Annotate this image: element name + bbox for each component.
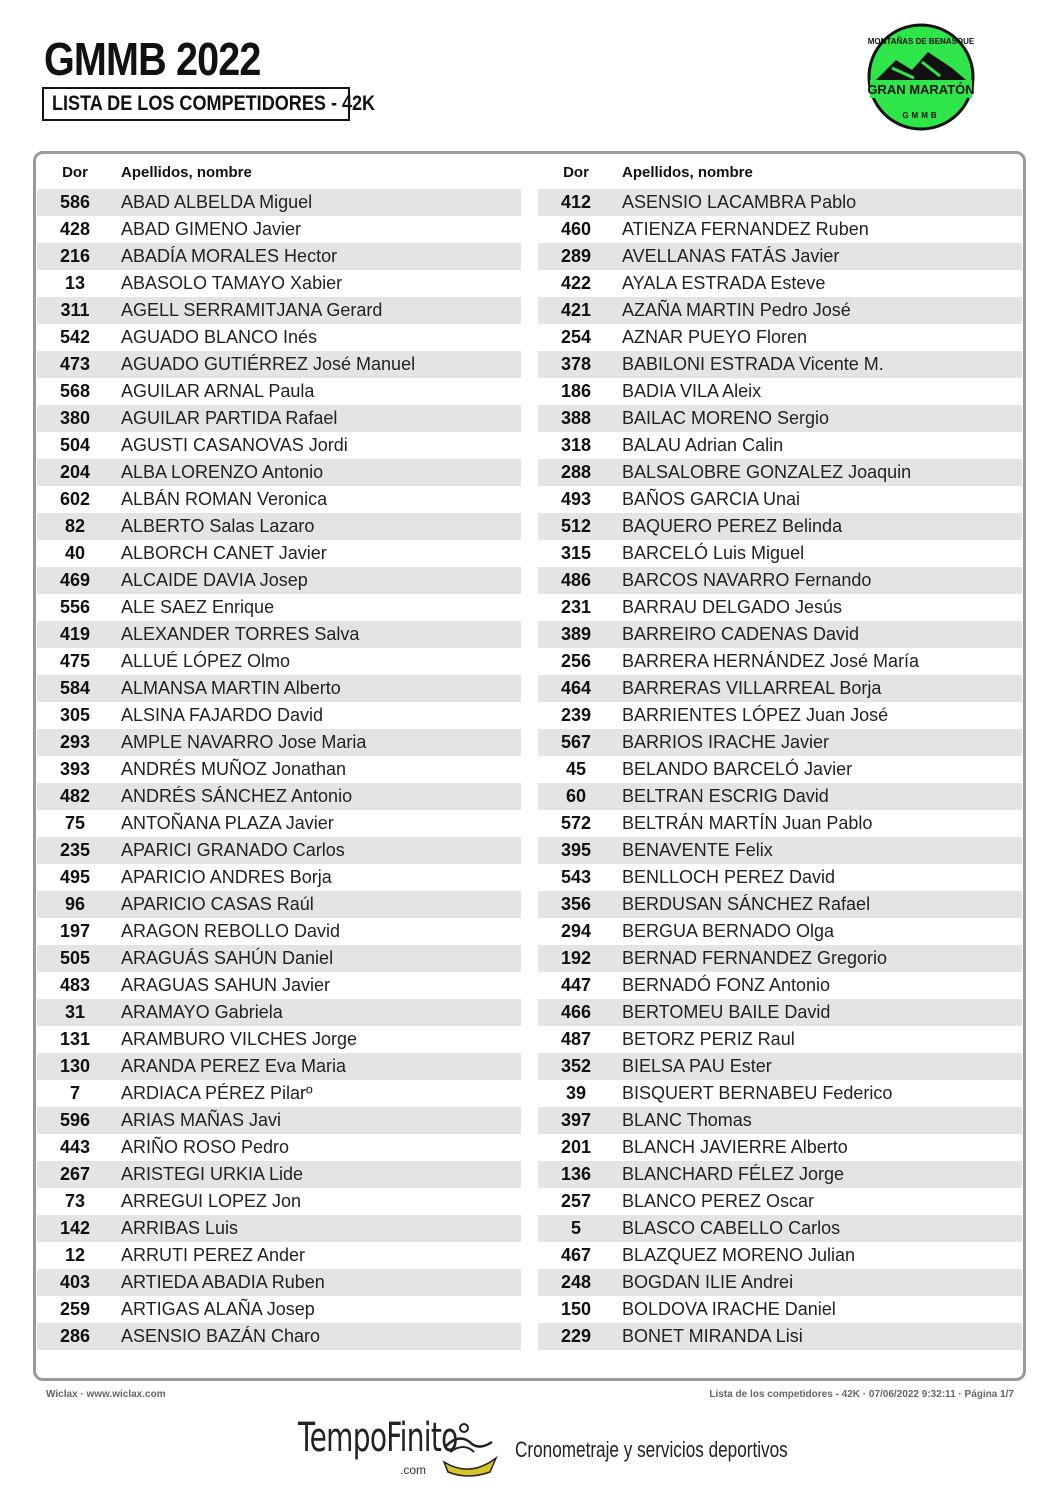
competitor-name: AGUILAR PARTIDA Rafael xyxy=(121,408,338,428)
bib-number: 201 xyxy=(560,1137,592,1157)
bib-number: 568 xyxy=(59,381,91,401)
competitor-name: ALSINA FAJARDO David xyxy=(121,705,324,725)
competitor-row xyxy=(538,1107,1022,1134)
competitor-name: BERTOMEU BAILE David xyxy=(622,1002,831,1022)
bib-number: 487 xyxy=(560,1029,592,1049)
bib-number: 403 xyxy=(59,1272,91,1292)
competitor-row xyxy=(538,999,1022,1026)
bib-number: 482 xyxy=(59,786,91,806)
competitor-name: BABILONI ESTRADA Vicente M. xyxy=(622,354,884,374)
competitor-row xyxy=(538,1161,1022,1188)
competitor-name: ABADÍA MORALES Hector xyxy=(121,246,338,266)
competitor-name: BARCELÓ Luis Miguel xyxy=(622,543,805,563)
competitor-name: ASENSIO BAZÁN Charo xyxy=(121,1326,321,1346)
bib-number: 602 xyxy=(59,489,91,509)
competitor-row xyxy=(538,864,1022,891)
competitor-name: ANTOÑANA PLAZA Javier xyxy=(121,813,334,833)
competitor-row xyxy=(538,945,1022,972)
competitor-row xyxy=(538,1269,1022,1296)
competitor-row xyxy=(37,999,521,1026)
competitor-name: ANDRÉS SÁNCHEZ Antonio xyxy=(121,786,353,806)
competitor-name: BLASCO CABELLO Carlos xyxy=(622,1218,841,1238)
competitor-row xyxy=(538,270,1022,297)
column-header xyxy=(538,156,1022,189)
bib-number: 60 xyxy=(565,786,587,806)
competitor-name: ANDRÉS MUÑOZ Jonathan xyxy=(121,759,347,779)
competitor-row xyxy=(37,810,521,837)
competitor-row xyxy=(37,189,521,216)
competitor-row xyxy=(37,864,521,891)
competitor-row xyxy=(37,1053,521,1080)
bib-number: 412 xyxy=(560,192,592,212)
bib-number: 505 xyxy=(59,948,91,968)
bib-number: 5 xyxy=(570,1218,581,1238)
tempofinito-wordmark: TempoFinito xyxy=(298,1415,458,1461)
competitor-row xyxy=(538,837,1022,864)
competitor-rows-right xyxy=(538,189,1022,1350)
competitor-row xyxy=(538,540,1022,567)
dor-header: Dor xyxy=(62,164,88,181)
competitor-row xyxy=(538,1080,1022,1107)
competitor-name: BARREIRO CADENAS David xyxy=(622,624,860,644)
competitor-row xyxy=(37,918,521,945)
competitor-row xyxy=(37,972,521,999)
bib-number: 204 xyxy=(59,462,91,482)
competitor-name: BERNAD FERNANDEZ Gregorio xyxy=(622,948,888,968)
competitor-name: BELANDO BARCELÓ Javier xyxy=(622,759,853,779)
competitor-name: AGUILAR ARNAL Paula xyxy=(121,381,315,401)
bib-number: 584 xyxy=(59,678,91,698)
bib-number: 31 xyxy=(64,1002,86,1022)
bib-number: 493 xyxy=(560,489,592,509)
competitor-name: ALBÁN ROMAN Veronica xyxy=(121,489,328,509)
bib-number: 397 xyxy=(560,1110,592,1130)
competitor-name: BARRERA HERNÁNDEZ José María xyxy=(622,651,920,671)
bib-number: 186 xyxy=(560,381,592,401)
competitor-name: ALBA LORENZO Antonio xyxy=(121,462,324,482)
competitor-row xyxy=(538,918,1022,945)
competitor-name: BERGUA BERNADO Olga xyxy=(622,921,835,941)
bib-number: 130 xyxy=(59,1056,91,1076)
competitor-name: ALEXANDER TORRES Salva xyxy=(121,624,360,644)
competitor-name: BLANCH JAVIERRE Alberto xyxy=(622,1137,848,1157)
sponsor-tagline: Cronometraje y servicios deportivos xyxy=(515,1437,788,1462)
competitor-name: ABASOLO TAMAYO Xabier xyxy=(121,273,343,293)
competitor-name: ASENSIO LACAMBRA Pablo xyxy=(622,192,857,212)
competitor-name: ALMANSA MARTIN Alberto xyxy=(121,678,341,698)
tempofinito-domain: .com xyxy=(400,1463,427,1477)
competitor-row xyxy=(538,405,1022,432)
bib-number: 556 xyxy=(59,597,91,617)
bib-number: 447 xyxy=(560,975,592,995)
competitor-row xyxy=(538,1242,1022,1269)
bib-number: 239 xyxy=(560,705,592,725)
competitor-row xyxy=(538,621,1022,648)
competitor-name: BONET MIRANDA Lisi xyxy=(622,1326,803,1346)
competitor-row xyxy=(538,432,1022,459)
competitor-name: BISQUERT BERNABEU Federico xyxy=(622,1083,893,1103)
competitor-name: BLANCHARD FÉLEZ Jorge xyxy=(622,1164,845,1184)
logo-bottom-text: GMMB xyxy=(902,111,940,120)
competitor-row xyxy=(538,972,1022,999)
competitor-row xyxy=(37,243,521,270)
bib-number: 267 xyxy=(59,1164,91,1184)
logo-main-text: GRAN MARATÓN xyxy=(867,82,975,97)
competitor-row xyxy=(37,1080,521,1107)
competitor-row xyxy=(37,621,521,648)
bib-number: 289 xyxy=(560,246,592,266)
bib-number: 512 xyxy=(560,516,592,536)
competitor-name: BAILAC MORENO Sergio xyxy=(622,408,830,428)
competitor-row xyxy=(538,675,1022,702)
bib-number: 388 xyxy=(560,408,592,428)
competitor-row xyxy=(37,1107,521,1134)
footer-credit: Wiclax · www.wiclax.com xyxy=(46,1389,166,1400)
competitor-name: BAÑOS GARCIA Unai xyxy=(622,489,801,509)
stopwatch-mountain-icon xyxy=(440,1418,500,1480)
competitor-name: ALLUÉ LÓPEZ Olmo xyxy=(121,651,291,671)
bib-number: 378 xyxy=(560,354,592,374)
competitor-name: BELTRÁN MARTÍN Juan Pablo xyxy=(622,813,873,833)
bib-number: 40 xyxy=(64,543,86,563)
competitor-row xyxy=(37,1026,521,1053)
footer-page-info: Lista de los competidores - 42K · 07/06/2022 9:32:11 · Página 1/7 xyxy=(709,1389,1014,1400)
competitor-row xyxy=(37,1161,521,1188)
page-title: GMMB 2022 xyxy=(44,33,261,85)
bib-number: 256 xyxy=(560,651,592,671)
bib-number: 318 xyxy=(560,435,592,455)
logo-top-text: MONTAÑAS DE BENASQUE xyxy=(867,37,975,46)
competitor-row xyxy=(37,729,521,756)
bib-number: 235 xyxy=(59,840,91,860)
competitor-row xyxy=(37,837,521,864)
bib-number: 131 xyxy=(59,1029,91,1049)
competitor-row xyxy=(538,648,1022,675)
competitor-name: BENLLOCH PEREZ David xyxy=(622,867,836,887)
bib-number: 216 xyxy=(59,246,91,266)
competitor-row xyxy=(538,1134,1022,1161)
competitor-name: BADIA VILA Aleix xyxy=(622,381,762,401)
competitor-row xyxy=(538,1296,1022,1323)
competitor-name: APARICIO ANDRES Borja xyxy=(121,867,332,887)
name-header: Apellidos, nombre xyxy=(121,164,252,181)
column-header xyxy=(37,156,521,189)
bib-number: 352 xyxy=(560,1056,592,1076)
competitor-row xyxy=(37,351,521,378)
competitor-row xyxy=(37,756,521,783)
competitor-row xyxy=(37,378,521,405)
competitor-row xyxy=(37,594,521,621)
competitor-row xyxy=(538,702,1022,729)
competitor-name: AGUADO BLANCO Inés xyxy=(121,327,318,347)
bib-number: 428 xyxy=(59,219,91,239)
bib-number: 254 xyxy=(560,327,592,347)
competitor-row xyxy=(538,297,1022,324)
bib-number: 7 xyxy=(69,1083,80,1103)
competitor-row xyxy=(538,216,1022,243)
competitor-name: BERDUSAN SÁNCHEZ Rafael xyxy=(622,894,871,914)
competitor-row xyxy=(37,783,521,810)
competitor-row xyxy=(538,1188,1022,1215)
competitor-name: BOGDAN ILIE Andrei xyxy=(622,1272,794,1292)
competitor-row xyxy=(37,1296,521,1323)
bib-number: 259 xyxy=(59,1299,91,1319)
bib-number: 469 xyxy=(59,570,91,590)
competitor-row xyxy=(37,486,521,513)
competitor-name: ARRIBAS Luis xyxy=(121,1218,239,1238)
competitor-row xyxy=(37,324,521,351)
bib-number: 96 xyxy=(64,894,86,914)
bib-number: 460 xyxy=(560,219,592,239)
competitor-row xyxy=(538,459,1022,486)
competitor-row xyxy=(538,1053,1022,1080)
gran-maraton-logo xyxy=(862,22,980,132)
bib-number: 75 xyxy=(64,813,86,833)
competitor-row xyxy=(37,432,521,459)
subtitle-box xyxy=(42,87,376,121)
competitor-name: ALBERTO Salas Lazaro xyxy=(121,516,315,536)
competitor-name: ARRUTI PEREZ Ander xyxy=(121,1245,306,1265)
competitor-row xyxy=(538,513,1022,540)
competitor-row xyxy=(538,1323,1022,1350)
competitor-name: BENAVENTE Felix xyxy=(622,840,773,860)
competitor-row xyxy=(538,243,1022,270)
bib-number: 142 xyxy=(59,1218,91,1238)
bib-number: 288 xyxy=(560,462,592,482)
competitor-name: BOLDOVA IRACHE Daniel xyxy=(622,1299,836,1319)
competitor-column-right xyxy=(538,156,1022,1350)
bib-number: 257 xyxy=(560,1191,592,1211)
bib-number: 389 xyxy=(560,624,592,644)
competitor-name: ARAGUÁS SAHÚN Daniel xyxy=(121,948,334,968)
competitor-name: ARAGUAS SAHUN Javier xyxy=(121,975,331,995)
competitor-name: ALCAIDE DAVIA Josep xyxy=(121,570,308,590)
bib-number: 421 xyxy=(560,300,592,320)
competitor-row xyxy=(538,729,1022,756)
bib-number: 73 xyxy=(64,1191,86,1211)
bib-number: 572 xyxy=(560,813,592,833)
bib-number: 475 xyxy=(59,651,91,671)
bib-number: 13 xyxy=(64,273,86,293)
competitor-row xyxy=(37,297,521,324)
competitor-name: BELTRAN ESCRIG David xyxy=(622,786,829,806)
bib-number: 486 xyxy=(560,570,592,590)
page-subtitle: LISTA DE LOS COMPETIDORES - 42K xyxy=(52,92,376,115)
bib-number: 315 xyxy=(560,543,592,563)
bib-number: 12 xyxy=(64,1245,86,1265)
competitor-name: AVELLANAS FATÁS Javier xyxy=(622,246,840,266)
bib-number: 150 xyxy=(560,1299,592,1319)
competitor-row xyxy=(538,1026,1022,1053)
competitor-row xyxy=(538,567,1022,594)
competitor-name: ARTIGAS ALAÑA Josep xyxy=(121,1299,315,1319)
competitor-row xyxy=(538,783,1022,810)
competitor-row xyxy=(37,1242,521,1269)
bib-number: 39 xyxy=(565,1083,587,1103)
bib-number: 82 xyxy=(64,516,86,536)
competitor-row xyxy=(538,810,1022,837)
competitor-row xyxy=(37,567,521,594)
bib-number: 467 xyxy=(560,1245,592,1265)
competitor-row xyxy=(538,378,1022,405)
competitor-row xyxy=(37,1188,521,1215)
competitor-name: ARIÑO ROSO Pedro xyxy=(121,1137,290,1157)
competitor-name: AGUSTI CASANOVAS Jordi xyxy=(121,435,348,455)
competitor-name: BARRIENTES LÓPEZ Juan José xyxy=(622,705,889,725)
competitor-name: BLANC Thomas xyxy=(622,1110,752,1130)
bib-number: 395 xyxy=(560,840,592,860)
bib-number: 419 xyxy=(59,624,91,644)
bib-number: 231 xyxy=(560,597,592,617)
competitor-row xyxy=(538,891,1022,918)
competitor-name: ARISTEGI URKIA Lide xyxy=(121,1164,304,1184)
competitor-row xyxy=(37,1323,521,1350)
competitor-name: ARIAS MAÑAS Javi xyxy=(121,1110,282,1130)
competitor-name: ABAD GIMENO Javier xyxy=(121,219,302,239)
competitor-row xyxy=(37,513,521,540)
competitor-name: BIELSA PAU Ester xyxy=(622,1056,772,1076)
competitor-row xyxy=(538,1215,1022,1242)
bib-number: 286 xyxy=(59,1326,91,1346)
competitor-row xyxy=(37,702,521,729)
bib-number: 197 xyxy=(59,921,91,941)
competitor-row xyxy=(538,486,1022,513)
bib-number: 542 xyxy=(59,327,91,347)
competitor-name: ARREGUI LOPEZ Jon xyxy=(121,1191,302,1211)
competitor-row xyxy=(37,459,521,486)
competitor-rows-left xyxy=(37,189,521,1350)
competitor-name: BLAZQUEZ MORENO Julian xyxy=(622,1245,856,1265)
competitor-name: BALSALOBRE GONZALEZ Joaquin xyxy=(622,462,912,482)
bib-number: 248 xyxy=(560,1272,592,1292)
competitor-row xyxy=(37,648,521,675)
competitor-row xyxy=(37,1134,521,1161)
competitor-row xyxy=(37,405,521,432)
competitor-row xyxy=(37,1269,521,1296)
competitor-row xyxy=(37,270,521,297)
bib-number: 483 xyxy=(59,975,91,995)
competitor-row xyxy=(538,594,1022,621)
bib-number: 596 xyxy=(59,1110,91,1130)
name-header: Apellidos, nombre xyxy=(622,164,753,181)
competitor-name: BARRIOS IRACHE Javier xyxy=(622,732,830,752)
competitor-row xyxy=(538,351,1022,378)
bib-number: 473 xyxy=(59,354,91,374)
dor-header: Dor xyxy=(563,164,589,181)
competitor-name: BLANCO PEREZ Oscar xyxy=(622,1191,815,1211)
competitor-name: APARICIO CASAS Raúl xyxy=(121,894,314,914)
competitor-name: ARAMAYO Gabriela xyxy=(121,1002,283,1022)
competitor-name: ARDIACA PÉREZ Pilarº xyxy=(121,1083,313,1103)
bib-number: 443 xyxy=(59,1137,91,1157)
competitor-name: BAQUERO PEREZ Belinda xyxy=(622,516,843,536)
bib-number: 567 xyxy=(560,732,592,752)
bib-number: 464 xyxy=(560,678,592,698)
competitor-row xyxy=(37,540,521,567)
bib-number: 356 xyxy=(560,894,592,914)
bib-number: 136 xyxy=(560,1164,592,1184)
competitor-row xyxy=(538,324,1022,351)
competitor-name: ATIENZA FERNANDEZ Ruben xyxy=(622,219,869,239)
bib-number: 380 xyxy=(59,408,91,428)
competitor-row xyxy=(538,756,1022,783)
competitor-name: ALBORCH CANET Javier xyxy=(121,543,327,563)
competitor-name: BARRAU DELGADO Jesús xyxy=(622,597,843,617)
competitor-name: AGUADO GUTIÉRREZ José Manuel xyxy=(121,354,416,374)
competitor-name: AYALA ESTRADA Esteve xyxy=(622,273,826,293)
bib-number: 311 xyxy=(60,300,90,320)
bib-number: 192 xyxy=(560,948,592,968)
competitor-name: ARANDA PEREZ Eva Maria xyxy=(121,1056,347,1076)
competitor-row xyxy=(37,675,521,702)
bib-number: 305 xyxy=(59,705,91,725)
competitor-name: AZAÑA MARTIN Pedro José xyxy=(622,300,851,320)
competitor-name: APARICI GRANADO Carlos xyxy=(121,840,345,860)
bib-number: 504 xyxy=(59,435,91,455)
bib-number: 45 xyxy=(565,759,587,779)
bib-number: 495 xyxy=(59,867,91,887)
bib-number: 586 xyxy=(59,192,91,212)
competitor-row xyxy=(538,189,1022,216)
competitor-name: ARTIEDA ABADIA Ruben xyxy=(121,1272,325,1292)
competitor-name: ARAGON REBOLLO David xyxy=(121,921,341,941)
bib-number: 293 xyxy=(59,732,91,752)
competitor-name: BALAU Adrian Calin xyxy=(622,435,784,455)
competitor-name: ABAD ALBELDA Miguel xyxy=(121,192,313,212)
competitor-row xyxy=(37,216,521,243)
competitor-name: BERNADÓ FONZ Antonio xyxy=(622,975,831,995)
bib-number: 393 xyxy=(59,759,91,779)
competitor-column-left xyxy=(37,156,521,1350)
competitor-name: ALE SAEZ Enrique xyxy=(121,597,275,617)
competitor-name: AGELL SERRAMITJANA Gerard xyxy=(121,300,383,320)
competitor-name: AMPLE NAVARRO Jose Maria xyxy=(121,732,367,752)
competitor-name: BARCOS NAVARRO Fernando xyxy=(622,570,872,590)
competitor-row xyxy=(37,1215,521,1242)
competitor-name: ARAMBURO VILCHES Jorge xyxy=(121,1029,358,1049)
competitor-row xyxy=(37,891,521,918)
bib-number: 294 xyxy=(560,921,592,941)
bib-number: 466 xyxy=(560,1002,592,1022)
competitor-name: BARRERAS VILLARREAL Borja xyxy=(622,678,882,698)
bib-number: 422 xyxy=(560,273,592,293)
competitor-name: AZNAR PUEYO Floren xyxy=(622,327,808,347)
bib-number: 543 xyxy=(560,867,592,887)
bib-number: 229 xyxy=(560,1326,592,1346)
competitor-row xyxy=(37,945,521,972)
competitor-name: BETORZ PERIZ Raul xyxy=(622,1029,795,1049)
